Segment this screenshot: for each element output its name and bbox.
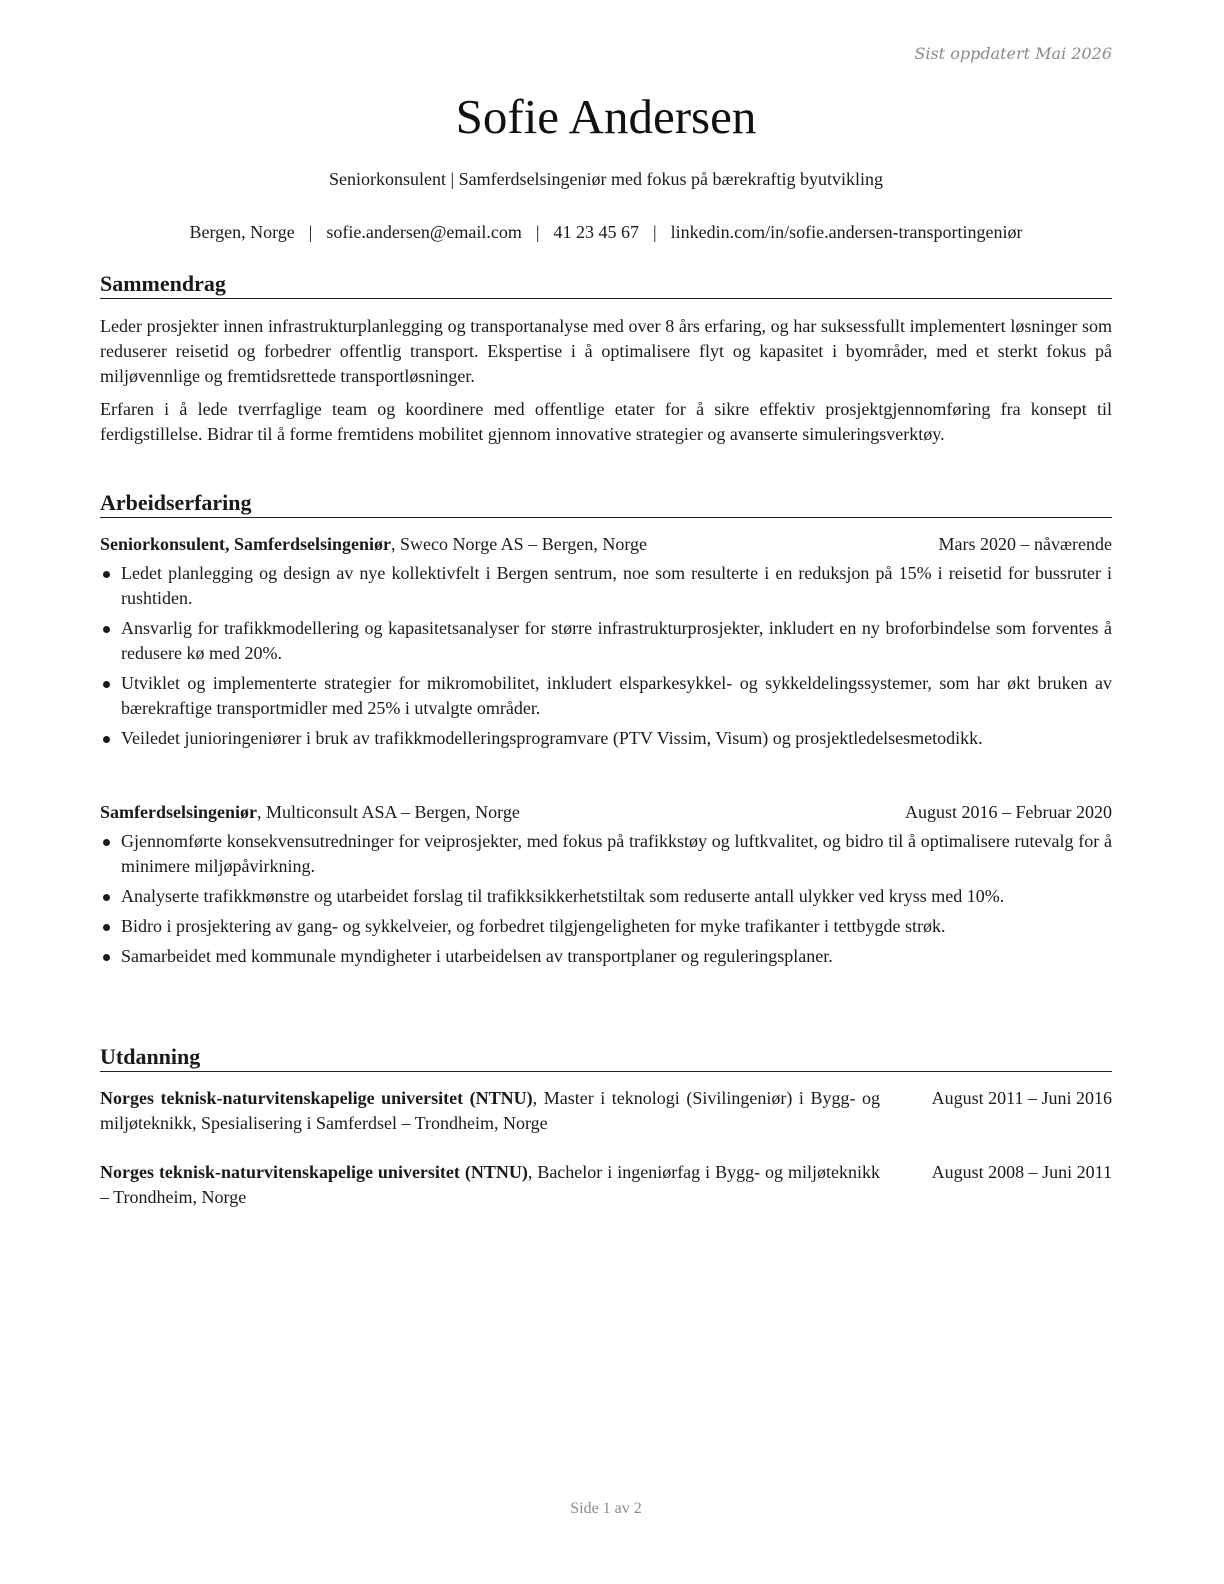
list-item [100, 616, 1112, 666]
bullet-text: Gjennomførte konsekvensutredninger for veiprosjekter, med fokus på trafikkstøy og luftkvalitet, og bidro til å optimalisere rutevalg for å minimere miljøpåvirkning. [121, 831, 1112, 876]
job-entry [100, 800, 1112, 974]
bullet-icon [103, 571, 110, 578]
contact-email[interactable]: sofie.andersen@email.com [326, 222, 522, 242]
job-header [100, 532, 1112, 557]
job-title-line [100, 532, 939, 557]
list-item [100, 561, 1112, 611]
bullet-icon [103, 954, 110, 961]
contact-location: Bergen, Norge [189, 222, 295, 242]
job-company: , Sweco Norge AS – Bergen, Norge [391, 534, 648, 554]
education-school: Norges teknisk-naturvitenskapelige universitet (NTNU) [100, 1088, 533, 1108]
bullet-icon [103, 626, 110, 633]
list-item [100, 829, 1112, 879]
education-entry [100, 1086, 1112, 1136]
summary-section [100, 314, 1112, 455]
education-school: Norges teknisk-naturvitenskapelige universitet (NTNU) [100, 1162, 528, 1182]
bullet-icon [103, 736, 110, 743]
education-degree: , Bachelor i ingeniørfag i Bygg- og miljøteknikk – Trondheim, Norge [100, 1162, 880, 1207]
bullet-icon [103, 681, 110, 688]
bullet-icon [103, 924, 110, 931]
bullet-text: Veiledet junioringeniører i bruk av trafikkmodelleringsprogramvare (PTV Vissim, Visum) og prosjektledelsesmetodikk. [121, 728, 983, 748]
contact-separator: | [308, 222, 313, 242]
contact-linkedin[interactable]: linkedin.com/in/sofie.andersen-transportingeniør [670, 222, 1023, 242]
education-detail [100, 1160, 880, 1210]
bullet-text: Ansvarlig for trafikkmodellering og kapasitetsanalyser for større infrastrukturprosjekter, inkludert en ny broforbindelse som forventes å redusere kø med 20%. [121, 618, 1112, 663]
contact-phone[interactable]: 41 23 45 67 [553, 222, 640, 242]
job-dates: August 2016 – Februar 2020 [905, 802, 1112, 822]
section-title-education: Utdanning [100, 1043, 1112, 1072]
summary-paragraph: Erfaren i å lede tverrfaglige team og koordinere med offentlige etater for å sikre effektiv prosjektgjennomføring fra konsept til ferdigstillelse. Bidrar til å forme fremtidens mobilitet gjennom innovative strategier og avanserte simuleringsverktøy. [100, 399, 1112, 444]
bullet-text: Samarbeidet med kommunale myndigheter i utarbeidelsen av transportplaner og reguleringsplaner. [121, 946, 833, 966]
job-role: Samferdselsingeniør [100, 802, 257, 822]
job-role: Seniorkonsulent, Samferdselsingeniør [100, 534, 392, 554]
section-title-experience: Arbeidserfaring [100, 489, 1112, 518]
education-row [100, 1086, 1112, 1136]
bullet-text: Utviklet og implementerte strategier for mikromobilitet, inkludert elsparkesykkel- og sykkeldelingssystemer, som har økt bruken av bærekraftige transportmidler med 25% i utvalgte områder. [121, 673, 1112, 718]
education-degree: , Master i teknologi (Sivilingeniør) i Bygg- og miljøteknikk, Spesialisering i Samferdsel – Trondheim, Norge [100, 1088, 881, 1133]
bullet-text: Ledet planlegging og design av nye kollektivfelt i Bergen sentrum, noe som resulterte i en reduksjon på 15% i reisetid for bussruter i rushtiden. [121, 563, 1112, 608]
contact-separator: | [535, 222, 540, 242]
bullet-icon [103, 839, 110, 846]
section-title-summary: Sammendrag [100, 270, 1112, 299]
list-item [100, 944, 1112, 969]
education-dates: August 2011 – Juni 2016 [931, 1088, 1112, 1108]
bullet-icon [103, 894, 110, 901]
list-item [100, 884, 1112, 909]
summary-paragraph: Leder prosjekter innen infrastrukturplanlegging og transportanalyse med over 8 års erfaring, og har suksessfullt implementert løsninger som reduserer reisetid og forbedrer offentlig transport. Ekspertise i å optimalisere flyt og kapasitet i byområder, med et sterkt fokus på miljøvennlige og fremtidsrettede transportløsninger. [100, 316, 1112, 386]
list-item [100, 671, 1112, 721]
contact-separator: | [653, 222, 657, 242]
education-dates: August 2008 – Juni 2011 [931, 1162, 1112, 1182]
page-number: Side 1 av 2 [570, 1500, 642, 1517]
contact-line [100, 219, 1112, 245]
job-company: , Multiconsult ASA – Bergen, Norge [257, 802, 520, 822]
candidate-name: Sofie Andersen [455, 89, 757, 144]
job-dates: Mars 2020 – nåværende [938, 534, 1112, 554]
job-header [100, 800, 1112, 825]
job-title-line [100, 800, 872, 825]
last-updated: Sist oppdatert Mai 2026 [914, 44, 1112, 63]
education-detail [100, 1086, 880, 1136]
job-entry [100, 532, 1112, 756]
job-bullets [100, 829, 1112, 969]
education-entry [100, 1160, 1112, 1210]
resume-page [100, 0, 1112, 1584]
bullet-text: Analyserte trafikkmønstre og utarbeidet forslag til trafikksikkerhetstiltak som reduserte antall ulykker ved kryss med 10%. [121, 886, 1005, 906]
bullet-text: Bidro i prosjektering av gang- og sykkelveier, og forbedret tilgjengeligheten for myke trafikanter i tettbygde strøk. [121, 916, 946, 936]
job-bullets [100, 561, 1112, 751]
education-row [100, 1160, 1112, 1210]
headline: Seniorkonsulent | Samferdselsingeniør med fokus på bærekraftig byutvikling [328, 169, 883, 189]
list-item [100, 726, 1112, 751]
list-item [100, 914, 1112, 939]
